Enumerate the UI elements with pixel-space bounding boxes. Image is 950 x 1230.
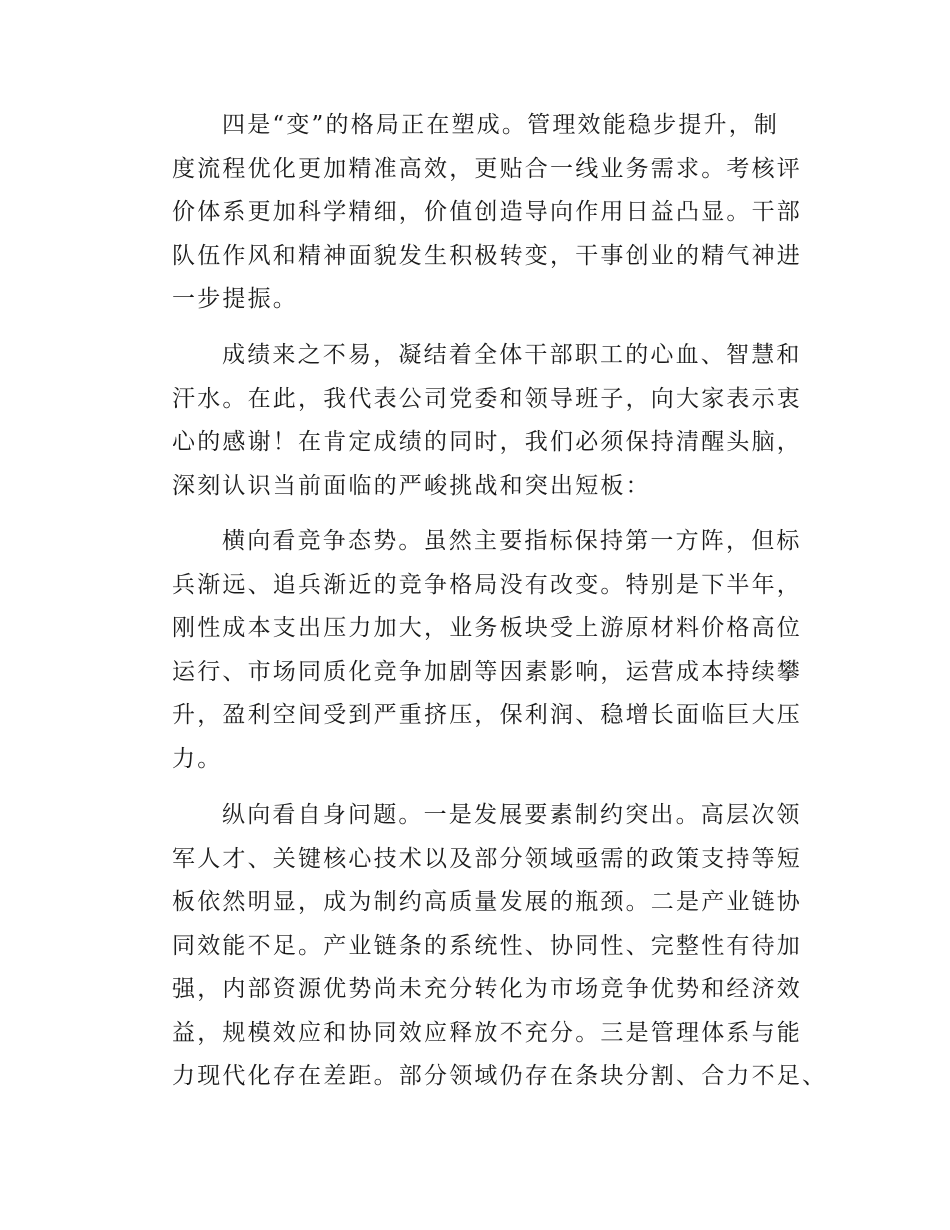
- text-line: 心的感谢！在肯定成绩的同时，我们必须保持清醒头脑，: [172, 429, 802, 455]
- text-line: 价体系更加科学精细，价值创造导向作用日益凸显。干部: [172, 199, 802, 225]
- text-line: 队伍作风和精神面貌发生积极转变，干事创业的精气神进: [172, 242, 802, 269]
- text-line: 一步提振。: [172, 286, 298, 312]
- text-line: 汗水。在此，我代表公司党委和领导班子，向大家表示衷: [172, 385, 802, 412]
- text-line: 同效能不足。产业链条的系统性、协同性、完整性有待加: [172, 932, 802, 959]
- text-line: 益，规模效应和协同效应释放不充分。三是管理体系与能: [172, 1019, 802, 1046]
- paragraph-achievements-thanks: [172, 334, 812, 508]
- text-line: 运行、市场同质化竞争加剧等因素影响，运营成本持续攀: [172, 658, 802, 685]
- text-line: 四是“变”的格局正在塑成。管理效能稳步提升，制: [222, 112, 780, 138]
- text-line: 军人才、关键核心技术以及部分领域亟需的政策支持等短: [172, 845, 802, 872]
- text-line: 力。: [172, 745, 223, 772]
- paragraph-horizontal-competition: [172, 520, 812, 781]
- text-line: 板依然明显，成为制约高质量发展的瓶颈。二是产业链协: [172, 889, 802, 915]
- paragraph-vertical-issues: [172, 794, 828, 1099]
- text-line: 纵向看自身问题。一是发展要素制约突出。高层次领: [222, 802, 802, 828]
- text-line: 横向看竞争态势。虽然主要指标保持第一方阵，但标: [222, 528, 802, 554]
- text-line: 成绩来之不易，凝结着全体干部职工的心血、智慧和: [222, 342, 802, 368]
- text-line: 刚性成本支出压力加大，业务板块受上游原材料价格高位: [172, 615, 802, 641]
- text-line: 兵渐远、追兵渐近的竞争格局没有改变。特别是下半年，: [172, 571, 802, 598]
- text-line: 强，内部资源优势尚未充分转化为市场竞争优势和经济效: [172, 976, 802, 1002]
- text-line: 升，盈利空间受到严重挤压，保利润、稳增长面临巨大压: [172, 702, 802, 728]
- text-line: 力现代化存在差距。部分领域仍存在条块分割、合力不足、: [172, 1063, 828, 1089]
- paragraph-situation-change: [172, 104, 812, 322]
- text-line: 深刻认识当前面临的严峻挑战和突出短板：: [172, 472, 651, 499]
- text-line: 度流程优化更加精准高效，更贴合一线业务需求。考核评: [172, 155, 802, 182]
